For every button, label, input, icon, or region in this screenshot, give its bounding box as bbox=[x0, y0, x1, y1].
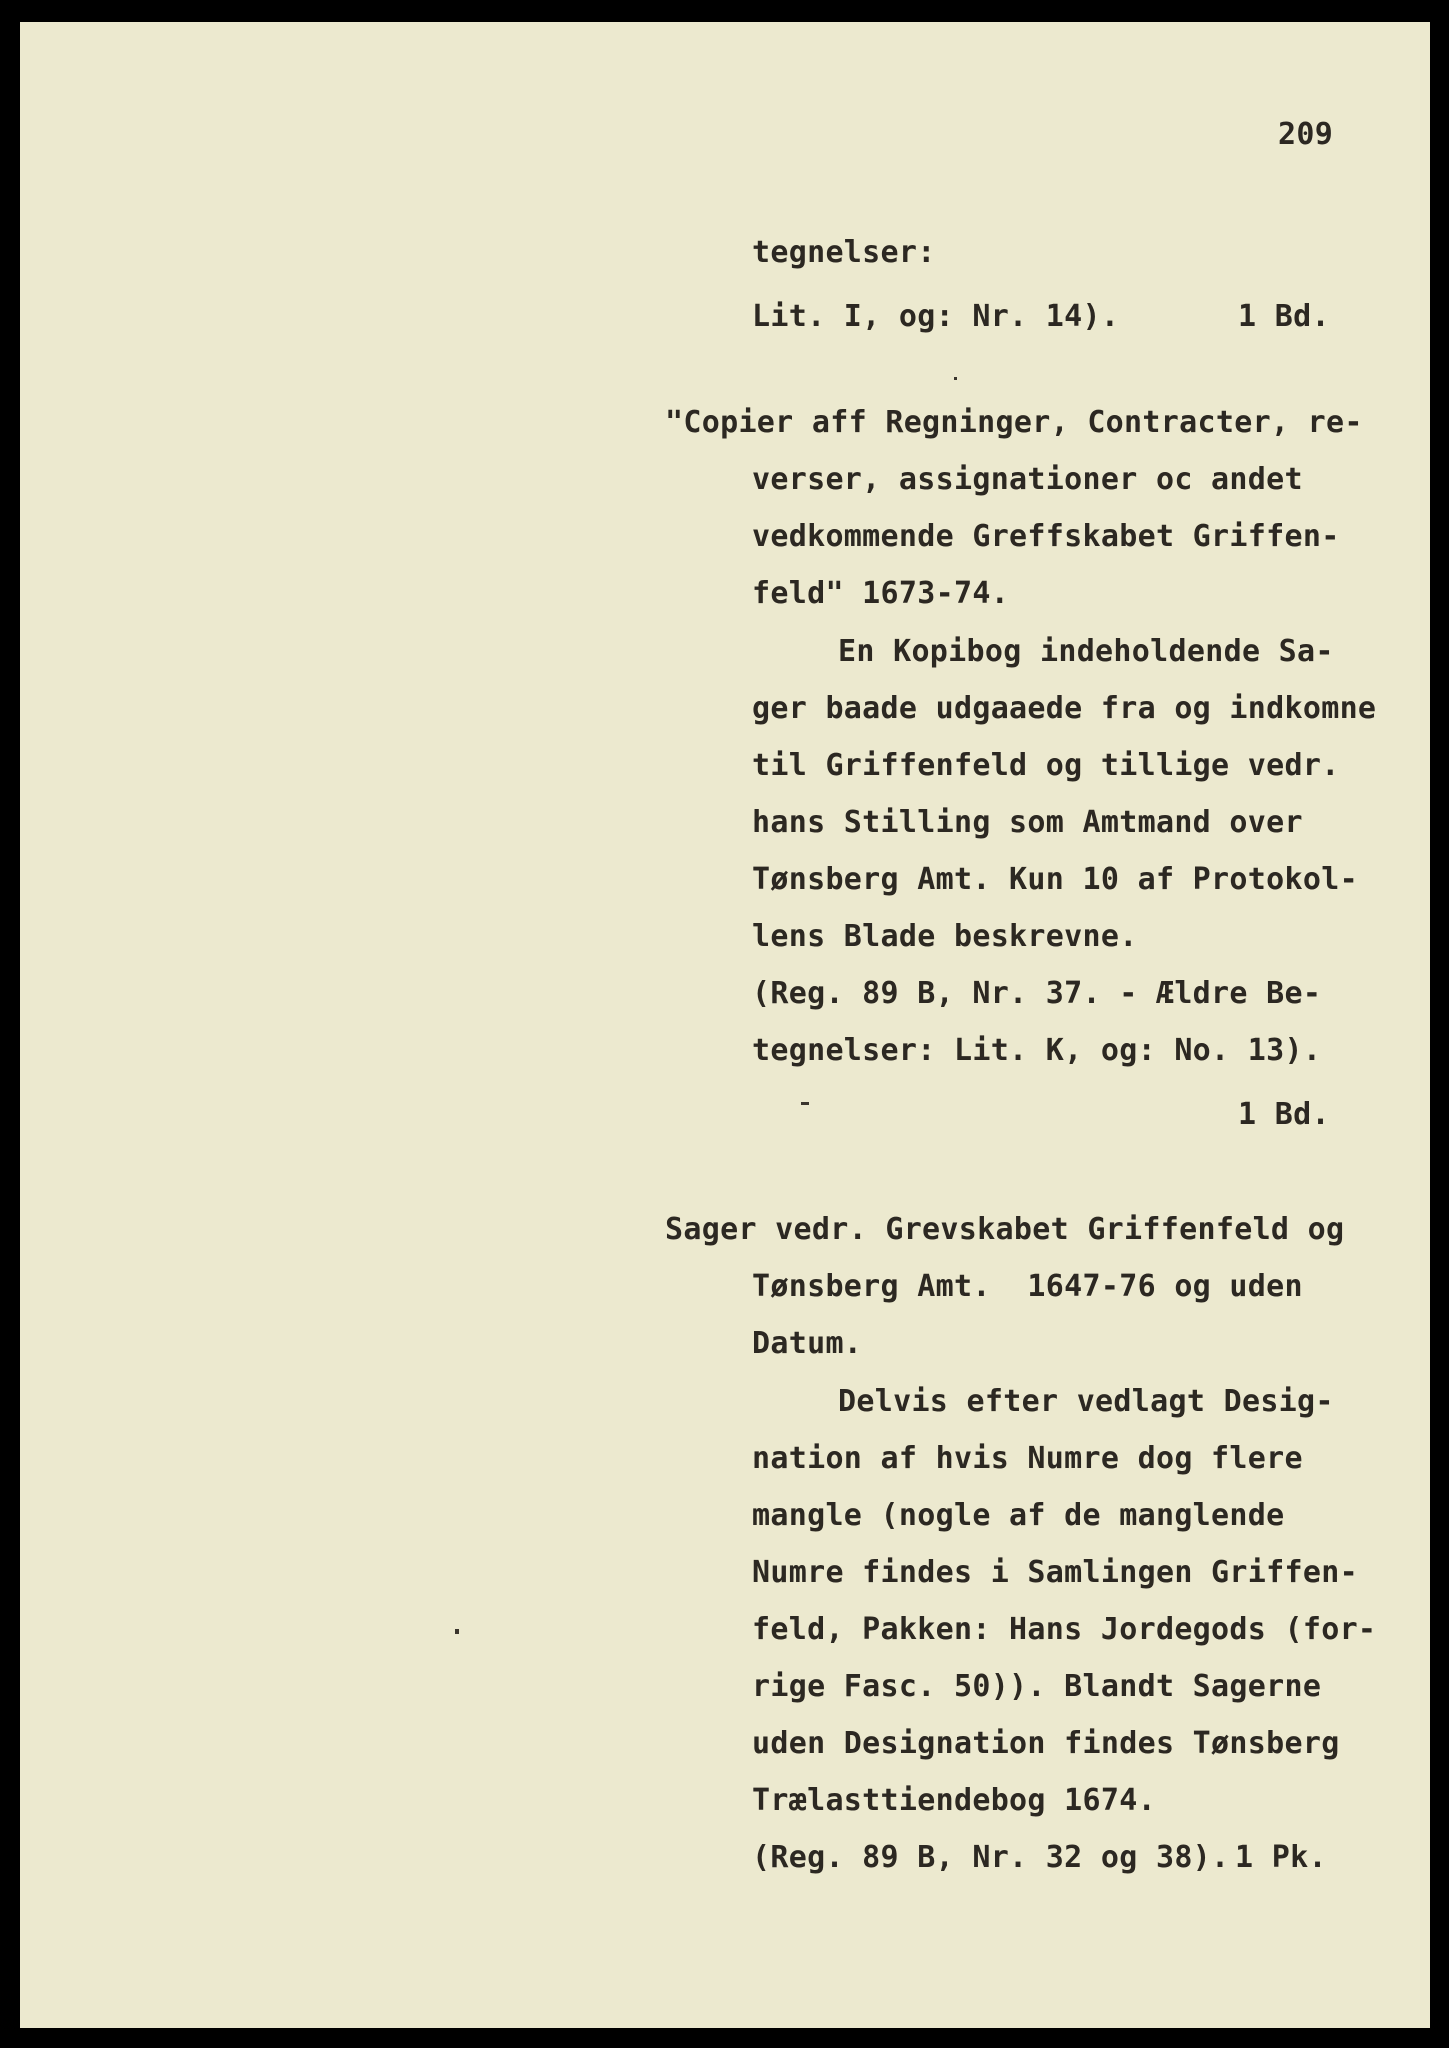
entry3-title-line: Datum. bbox=[752, 1326, 863, 1361]
entry3-description-line: Delvis efter vedlagt Desig- bbox=[838, 1384, 1334, 1419]
entry3-description-line: nation af hvis Numre dog flere bbox=[752, 1441, 1303, 1476]
entry2-description-line: til Griffenfeld og tillige vedr. bbox=[752, 748, 1340, 783]
document-page bbox=[20, 22, 1430, 2028]
entry2-description-line: En Kopibog indeholdende Sa- bbox=[838, 634, 1334, 669]
entry3-description-line: Trælasttiendebog 1674. bbox=[752, 1783, 1156, 1818]
entry3-description-line: rige Fasc. 50)). Blandt Sagerne bbox=[752, 1669, 1322, 1704]
entry3-description-line: feld, Pakken: Hans Jordegods (for- bbox=[752, 1612, 1377, 1647]
stray-mark bbox=[801, 1102, 809, 1105]
entry3-title-line: Sager vedr. Grevskabet Griffenfeld og bbox=[665, 1212, 1345, 1247]
entry2-description-line: Tønsberg Amt. Kun 10 af Protokol- bbox=[752, 862, 1358, 897]
entry2-description-line: ger baade udgaaede fra og indkomne bbox=[752, 691, 1377, 726]
entry3-description-line: mangle (nogle af de manglende bbox=[752, 1498, 1285, 1533]
entry2-description-line: lens Blade beskrevne. bbox=[752, 919, 1138, 954]
entry2-description-line: (Reg. 89 B, Nr. 37. - Ældre Be- bbox=[752, 976, 1322, 1011]
entry3-quantity: 1 Pk. bbox=[1235, 1840, 1327, 1875]
entry3-ref-line: (Reg. 89 B, Nr. 32 og 38). bbox=[752, 1840, 1230, 1875]
entry2-title-line: vedkommende Greffskabet Griffen- bbox=[752, 519, 1340, 554]
page-number: 209 bbox=[1278, 117, 1334, 152]
entry3-description-line: Numre findes i Samlingen Griffen- bbox=[752, 1555, 1358, 1590]
entry2-title-line: feld" 1673-74. bbox=[752, 576, 1010, 611]
stray-mark bbox=[455, 1629, 459, 1634]
entry2-title-line: "Copier aff Regninger, Contracter, re- bbox=[665, 405, 1363, 440]
entry2-title-line: verser, assignationer oc andet bbox=[752, 462, 1303, 497]
entry2-description-line: tegnelser: Lit. K, og: No. 13). bbox=[752, 1033, 1322, 1068]
stray-mark bbox=[954, 377, 957, 380]
entry3-description-line: uden Designation findes Tønsberg bbox=[752, 1726, 1340, 1761]
entry2-description-line: hans Stilling som Amtmand over bbox=[752, 805, 1303, 840]
entry1-quantity: 1 Bd. bbox=[1238, 299, 1330, 334]
entry1-ref-line: Lit. I, og: Nr. 14). bbox=[752, 299, 1120, 334]
entry1-continued-line: tegnelser: bbox=[752, 235, 936, 270]
entry3-title-line: Tønsberg Amt. 1647-76 og uden bbox=[752, 1269, 1303, 1304]
entry2-quantity: 1 Bd. bbox=[1238, 1097, 1330, 1132]
